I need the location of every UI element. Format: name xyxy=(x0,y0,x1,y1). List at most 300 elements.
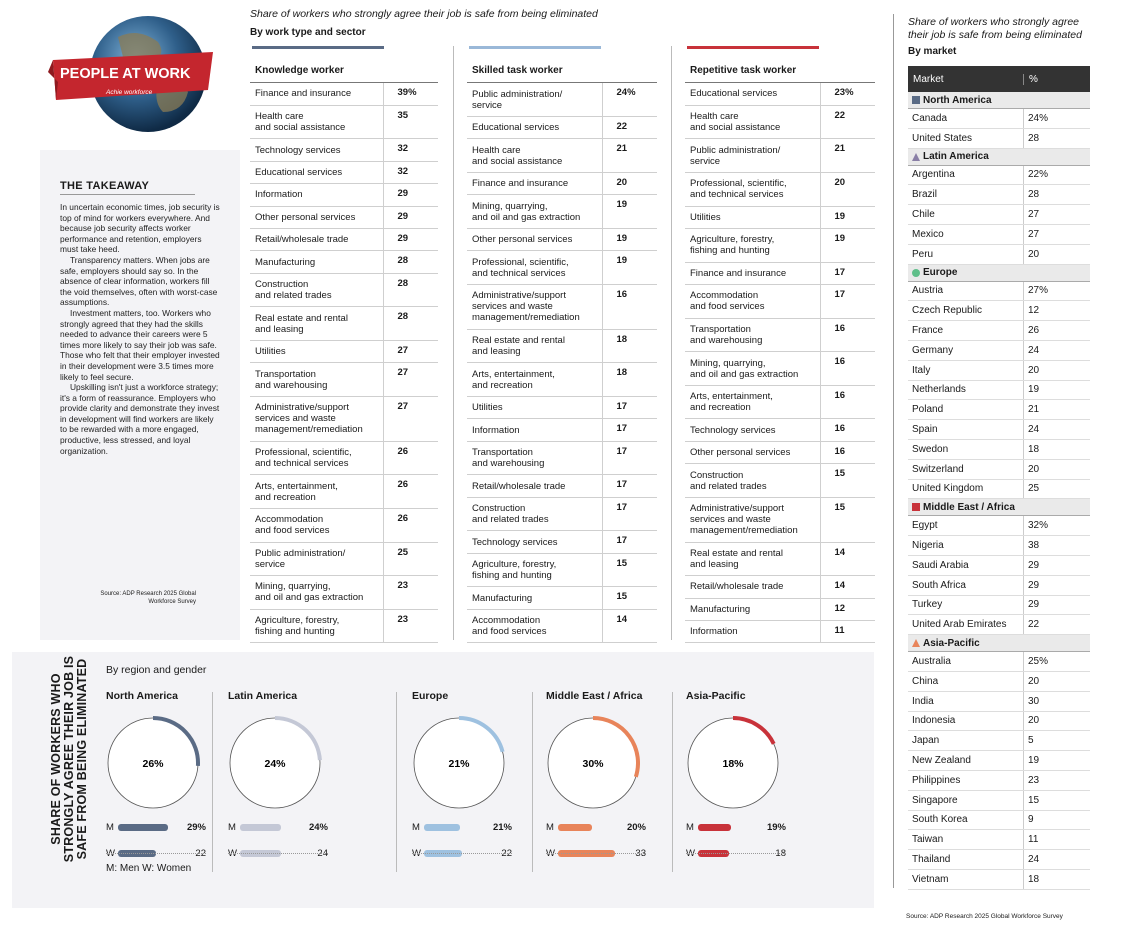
main-title: Share of workers who strongly agree their job is safe from being eliminated xyxy=(250,8,598,20)
table-row xyxy=(250,609,438,643)
market-value: 19 xyxy=(1023,381,1039,400)
sector-value: 22 xyxy=(602,117,657,139)
market-value: 25 xyxy=(1023,480,1039,499)
takeaway-paragraph: Transparency matters. When jobs are safe, employers should say so. In the absence of clear information, workers fill the void themselves, often with worst-case assumptions. xyxy=(60,254,218,308)
market-name: Switzerland xyxy=(912,463,964,475)
sector-table xyxy=(685,83,875,643)
gender-legend: M: Men W: Women xyxy=(106,863,192,874)
table-row xyxy=(685,542,875,576)
region-header xyxy=(908,499,1090,516)
sector-label: Mining, quarrying, and oil and gas extraction xyxy=(467,195,602,229)
sector-label: Accommodation and food services xyxy=(250,508,383,542)
table-row xyxy=(685,576,875,598)
region-name: Asia-Pacific xyxy=(923,637,980,649)
sector-label: Arts, entertainment, and recreation xyxy=(685,385,820,419)
market-row xyxy=(908,185,1090,205)
women-value: 22 xyxy=(501,848,512,859)
sector-label: Real estate and rental and leasing xyxy=(250,307,383,341)
sector-value: 32 xyxy=(383,161,438,183)
market-name: Netherlands xyxy=(912,384,966,396)
table-row xyxy=(685,262,875,284)
market-value: 26 xyxy=(1023,321,1039,340)
sector-value: 29 xyxy=(383,229,438,251)
table-row xyxy=(467,173,657,195)
market-name: Argentina xyxy=(912,169,955,181)
market-name: Chile xyxy=(912,209,935,221)
sector-label: Health care and social assistance xyxy=(467,139,602,173)
sector-label: Utilities xyxy=(250,341,383,363)
men-bar xyxy=(424,824,460,831)
region-name: Latin America xyxy=(923,151,989,163)
table-row xyxy=(467,587,657,609)
sector-value: 18 xyxy=(602,329,657,363)
market-row xyxy=(908,301,1090,321)
sector-label: Real estate and rental and leasing xyxy=(685,542,820,576)
main-subtitle: By work type and sector xyxy=(250,27,366,38)
table-row xyxy=(685,105,875,139)
table-row xyxy=(467,397,657,419)
table-row xyxy=(250,307,438,341)
skilled-task-worker-table xyxy=(467,46,657,643)
sector-value: 22 xyxy=(820,105,875,139)
market-value: 27% xyxy=(1023,282,1048,301)
market-row xyxy=(908,440,1090,460)
table-row xyxy=(250,83,438,105)
market-value: 28 xyxy=(1023,129,1039,148)
sector-value: 26 xyxy=(383,441,438,475)
table-row xyxy=(250,363,438,397)
bar-divider xyxy=(106,853,206,854)
sector-value: 19 xyxy=(602,195,657,229)
sector-value: 29 xyxy=(383,206,438,228)
sector-value: 25 xyxy=(383,542,438,576)
sector-label: Retail/wholesale trade xyxy=(467,475,602,497)
sector-value: 21 xyxy=(602,139,657,173)
region-divider xyxy=(672,692,673,872)
market-name: New Zealand xyxy=(912,755,971,766)
market-value: 27 xyxy=(1023,205,1039,224)
sector-value: 16 xyxy=(820,385,875,419)
knowledge-worker-table xyxy=(250,46,438,643)
sector-value: 27 xyxy=(383,341,438,363)
table-row xyxy=(467,475,657,497)
sector-value: 17 xyxy=(602,441,657,475)
bar-divider xyxy=(228,853,328,854)
market-row xyxy=(908,381,1090,401)
sector-value: 24% xyxy=(602,83,657,117)
market-row xyxy=(908,460,1090,480)
market-row xyxy=(908,811,1090,831)
market-row xyxy=(908,321,1090,341)
table-row xyxy=(250,161,438,183)
table-row xyxy=(250,341,438,363)
market-row xyxy=(908,205,1090,225)
sector-value: 28 xyxy=(383,307,438,341)
percent-column-header: % xyxy=(1023,74,1038,85)
market-name: Philippines xyxy=(912,774,961,786)
donut-total-label: 24% xyxy=(264,758,286,770)
table-row xyxy=(685,229,875,263)
sector-value: 18 xyxy=(602,363,657,397)
column-title: Repetitive task worker xyxy=(685,65,875,83)
market-value: 29 xyxy=(1023,576,1039,595)
region-name: Europe xyxy=(923,267,958,279)
column-divider xyxy=(453,46,454,640)
table-row xyxy=(467,363,657,397)
market-divider xyxy=(893,14,894,888)
table-row xyxy=(685,352,875,386)
sector-value: 16 xyxy=(820,352,875,386)
table-row xyxy=(250,441,438,475)
repetitive-task-worker-table xyxy=(685,46,875,643)
market-name: Brazil xyxy=(912,189,938,201)
market-value: 18 xyxy=(1023,870,1039,889)
market-row xyxy=(908,129,1090,149)
sector-value: 16 xyxy=(820,441,875,463)
market-row xyxy=(908,751,1090,771)
region-name: North America xyxy=(923,94,992,106)
sector-label: Professional, scientific, and technical services xyxy=(250,441,383,475)
men-value: 29% xyxy=(186,822,206,833)
sector-value: 17 xyxy=(820,285,875,319)
region-panel xyxy=(412,690,532,890)
sector-value: 14 xyxy=(820,576,875,598)
region-divider xyxy=(396,692,397,872)
market-row xyxy=(908,536,1090,556)
region-chart-subtitle: By region and gender xyxy=(106,664,207,676)
sector-value: 14 xyxy=(602,609,657,643)
region-header xyxy=(908,635,1090,652)
market-value: 24% xyxy=(1023,109,1048,128)
market-row xyxy=(908,480,1090,500)
sector-value: 26 xyxy=(383,508,438,542)
sector-label: Mining, quarrying, and oil and gas extraction xyxy=(685,352,820,386)
sector-label: Educational services xyxy=(467,117,602,139)
sector-label: Manufacturing xyxy=(685,598,820,620)
sector-label: Manufacturing xyxy=(250,251,383,273)
men-label: M xyxy=(686,822,694,833)
table-row xyxy=(685,620,875,642)
market-value: 27 xyxy=(1023,225,1039,244)
market-value: 22% xyxy=(1023,166,1048,185)
market-value: 11 xyxy=(1023,830,1038,849)
sector-value: 15 xyxy=(602,553,657,587)
sector-label: Educational services xyxy=(250,161,383,183)
market-value: 29 xyxy=(1023,596,1039,615)
sector-value: 28 xyxy=(383,273,438,307)
table-row xyxy=(250,397,438,442)
table-row xyxy=(467,419,657,441)
market-row xyxy=(908,361,1090,381)
takeaway-panel xyxy=(40,150,240,640)
region-donut xyxy=(106,716,200,810)
table-row xyxy=(250,206,438,228)
region-donut xyxy=(412,716,506,810)
sector-label: Public administration/ service xyxy=(467,83,602,117)
region-name: Latin America xyxy=(228,690,298,702)
sector-label: Other personal services xyxy=(467,229,602,251)
sector-label: Information xyxy=(685,620,820,642)
sector-label: Mining, quarrying, and oil and gas extraction xyxy=(250,576,383,610)
sector-value: 23% xyxy=(820,83,875,105)
market-name: Thailand xyxy=(912,853,951,865)
market-row xyxy=(908,712,1090,732)
donut-total-label: 26% xyxy=(142,758,164,770)
sector-value: 23 xyxy=(383,609,438,643)
table-row xyxy=(250,229,438,251)
table-row xyxy=(685,419,875,441)
market-name: Czech Republic xyxy=(912,305,983,317)
market-row xyxy=(908,420,1090,440)
market-row xyxy=(908,731,1090,751)
column-accent-bar xyxy=(469,46,601,49)
market-row xyxy=(908,615,1090,635)
market-value: 24 xyxy=(1023,341,1039,360)
sector-value: 15 xyxy=(820,464,875,498)
sector-value: 29 xyxy=(383,184,438,206)
market-row xyxy=(908,652,1090,672)
sector-value: 17 xyxy=(602,419,657,441)
sector-label: Public administration/ service xyxy=(250,542,383,576)
men-bar-row xyxy=(228,822,328,833)
sector-label: Utilities xyxy=(685,206,820,228)
market-name: United States xyxy=(912,132,973,144)
men-label: M xyxy=(412,822,420,833)
region-marker-icon xyxy=(912,503,920,511)
bar-divider xyxy=(686,853,786,854)
market-name: Austria xyxy=(912,285,944,297)
market-value: 15 xyxy=(1023,791,1039,810)
sector-label: Professional, scientific, and technical services xyxy=(685,173,820,207)
market-name: United Kingdom xyxy=(912,483,984,495)
sector-label: Technology services xyxy=(467,531,602,553)
men-bar xyxy=(240,824,281,831)
table-row xyxy=(685,173,875,207)
market-source-note: Source: ADP Research 2025 Global Workforce Survey xyxy=(906,913,1063,920)
region-donut xyxy=(228,716,322,810)
market-value: 24 xyxy=(1023,850,1039,869)
table-row xyxy=(467,497,657,531)
market-value: 22 xyxy=(1023,615,1039,634)
market-name: Turkey xyxy=(912,599,943,611)
column-divider xyxy=(671,46,672,640)
sector-label: Real estate and rental and leasing xyxy=(467,329,602,363)
men-value: 24% xyxy=(308,822,328,833)
table-row xyxy=(467,553,657,587)
sector-value: 20 xyxy=(820,173,875,207)
sector-label: Transportation and warehousing xyxy=(467,441,602,475)
men-value: 21% xyxy=(492,822,512,833)
sector-label: Manufacturing xyxy=(467,587,602,609)
region-header xyxy=(908,92,1090,109)
men-bar-row xyxy=(686,822,786,833)
takeaway-source: Source: ADP Research 2025 Global Workforce Survey xyxy=(100,591,196,605)
women-value: 24 xyxy=(317,848,328,859)
table-row xyxy=(467,329,657,363)
market-value: 20 xyxy=(1023,460,1039,479)
sector-value: 35 xyxy=(383,105,438,139)
region-header xyxy=(908,265,1090,282)
men-bar xyxy=(698,824,731,831)
sector-label: Finance and insurance xyxy=(250,83,383,105)
sector-value: 16 xyxy=(602,285,657,330)
market-name: Italy xyxy=(912,364,931,376)
table-row xyxy=(685,598,875,620)
market-value: 19 xyxy=(1023,751,1039,770)
region-divider xyxy=(532,692,533,872)
sector-label: Health care and social assistance xyxy=(685,105,820,139)
region-marker-icon xyxy=(912,269,920,277)
sector-value: 21 xyxy=(820,139,875,173)
region-divider xyxy=(212,692,213,872)
men-bar-row xyxy=(546,822,646,833)
table-row xyxy=(467,139,657,173)
table-row xyxy=(685,83,875,105)
market-row xyxy=(908,516,1090,536)
column-accent-bar xyxy=(252,46,384,49)
sector-value: 14 xyxy=(820,542,875,576)
market-table xyxy=(908,66,1090,890)
column-title: Skilled task worker xyxy=(467,65,657,83)
region-donut xyxy=(686,716,780,810)
market-row xyxy=(908,771,1090,791)
women-label: W xyxy=(686,848,695,859)
sector-label: Administrative/support services and waste management/remediation xyxy=(467,285,602,330)
market-row xyxy=(908,109,1090,129)
table-row xyxy=(250,508,438,542)
sector-label: Retail/wholesale trade xyxy=(250,229,383,251)
sector-label: Accommodation and food services xyxy=(467,609,602,643)
region-donut xyxy=(546,716,640,810)
sector-label: Administrative/support services and waste management/remediation xyxy=(685,497,820,542)
market-value: 28 xyxy=(1023,185,1039,204)
table-row xyxy=(685,206,875,228)
market-value: 9 xyxy=(1023,811,1034,830)
market-row xyxy=(908,556,1090,576)
women-value: 22 xyxy=(195,848,206,859)
market-value: 25% xyxy=(1023,652,1048,671)
region-name: Asia-Pacific xyxy=(686,690,746,702)
market-name: Nigeria xyxy=(912,540,944,552)
market-name: Germany xyxy=(912,344,954,356)
sector-value: 17 xyxy=(820,262,875,284)
table-row xyxy=(685,441,875,463)
men-bar xyxy=(558,824,592,831)
takeaway-body xyxy=(60,202,220,456)
market-name: Indonesia xyxy=(912,715,956,727)
table-row xyxy=(250,184,438,206)
sector-table xyxy=(250,83,438,643)
sector-label: Utilities xyxy=(467,397,602,419)
region-header xyxy=(908,149,1090,166)
market-row xyxy=(908,850,1090,870)
sector-value: 27 xyxy=(383,363,438,397)
sector-label: Retail/wholesale trade xyxy=(685,576,820,598)
sector-label: Construction and related trades xyxy=(467,497,602,531)
sector-label: Transportation and warehousing xyxy=(685,318,820,352)
market-row xyxy=(908,672,1090,692)
sector-value: 19 xyxy=(820,206,875,228)
donut-total-label: 30% xyxy=(582,758,604,770)
men-bar xyxy=(118,824,168,831)
sector-label: Information xyxy=(467,419,602,441)
sector-label: Other personal services xyxy=(250,206,383,228)
market-name: Australia xyxy=(912,656,951,668)
market-row xyxy=(908,166,1090,186)
market-value: 21 xyxy=(1023,400,1039,419)
sector-value: 17 xyxy=(602,397,657,419)
sector-value: 17 xyxy=(602,497,657,531)
market-name: Singapore xyxy=(912,794,958,806)
market-name: Japan xyxy=(912,735,940,747)
market-table-header xyxy=(908,66,1090,92)
market-name: South Africa xyxy=(912,579,966,591)
sector-value: 11 xyxy=(820,620,875,642)
sector-label: Agriculture, forestry, fishing and hunting xyxy=(685,229,820,263)
sector-value: 15 xyxy=(602,587,657,609)
men-bar-row xyxy=(106,822,206,833)
table-row xyxy=(467,195,657,229)
market-row xyxy=(908,400,1090,420)
table-row xyxy=(250,542,438,576)
region-panel xyxy=(686,690,806,890)
sector-label: Information xyxy=(250,184,383,206)
market-row xyxy=(908,692,1090,712)
table-row xyxy=(467,229,657,251)
market-row xyxy=(908,576,1090,596)
market-row xyxy=(908,245,1090,265)
market-value: 20 xyxy=(1023,361,1039,380)
bar-divider xyxy=(546,853,646,854)
table-row xyxy=(467,609,657,643)
sector-table xyxy=(467,83,657,643)
market-value: 24 xyxy=(1023,420,1039,439)
market-name: Vietnam xyxy=(912,873,949,885)
market-name: China xyxy=(912,675,939,687)
region-chart-ylabel: SHARE OF WORKERS WHO STRONGLY AGREE THEIR JOB IS SAFE FROM BEING ELIMINATED xyxy=(49,655,89,863)
table-row xyxy=(250,475,438,509)
market-name: Taiwan xyxy=(912,834,944,846)
sector-label: Technology services xyxy=(685,419,820,441)
takeaway-paragraph: In uncertain economic times, job security is top of mind for workers everywhere. And because job security affects worker performance and retention, employers must take heed. xyxy=(60,202,220,255)
sector-label: Accommodation and food services xyxy=(685,285,820,319)
market-row xyxy=(908,341,1090,361)
market-row xyxy=(908,870,1090,890)
market-name: Swedon xyxy=(912,443,949,455)
market-row xyxy=(908,830,1090,850)
market-name: France xyxy=(912,325,944,337)
table-row xyxy=(467,117,657,139)
sector-label: Public administration/ service xyxy=(685,139,820,173)
men-value: 19% xyxy=(766,822,786,833)
region-marker-icon xyxy=(912,96,920,104)
sector-label: Technology services xyxy=(250,139,383,161)
sector-value: 19 xyxy=(602,229,657,251)
region-panel xyxy=(228,690,348,890)
market-value: 29 xyxy=(1023,556,1039,575)
sector-value: 26 xyxy=(383,475,438,509)
logo-text: PEOPLE AT WORK xyxy=(60,66,191,82)
table-row xyxy=(250,105,438,139)
region-name: Europe xyxy=(412,690,449,702)
takeaway-paragraph: Investment matters, too. Workers who strongly agreed that they had the skills needed to advance their careers were 5 times more likely to say their job was safe. Those who felt that their employer invested in their development were 3.5 times more likely to feel secure. xyxy=(60,307,220,382)
sector-value: 19 xyxy=(820,229,875,263)
region-name: North America xyxy=(106,690,178,702)
market-value: 20 xyxy=(1023,712,1039,731)
women-value: 33 xyxy=(635,848,646,859)
sector-label: Educational services xyxy=(685,83,820,105)
region-panel xyxy=(106,690,226,890)
